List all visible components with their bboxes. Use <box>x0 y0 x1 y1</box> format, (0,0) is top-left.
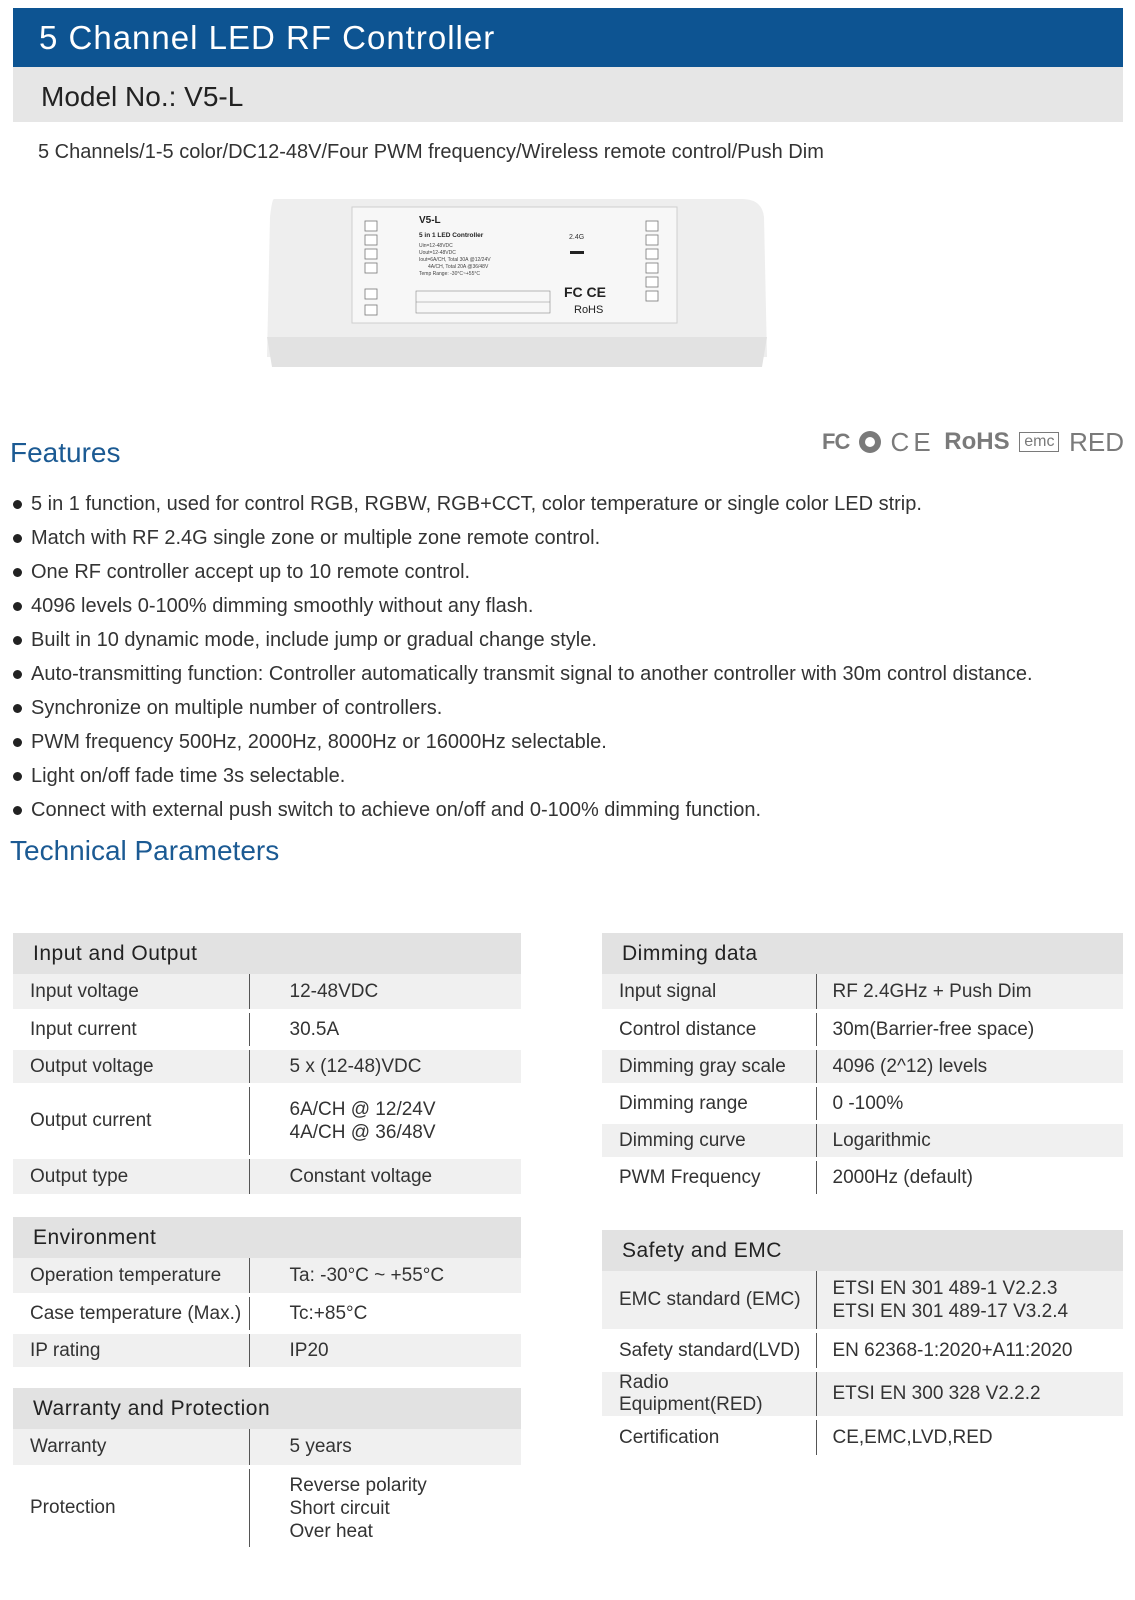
table-row: Input signal RF 2.4GHz + Push Dim <box>602 974 1123 1011</box>
bullet-icon <box>13 738 22 747</box>
table-row: Protection Reverse polarity Short circuit Over heat <box>13 1467 521 1549</box>
fcc-mark: FC <box>822 429 850 454</box>
table-row: IP rating IP20 <box>13 1332 521 1369</box>
rohs-mark: RoHS <box>944 428 1010 455</box>
features-list <box>10 487 1110 827</box>
bullet-icon <box>13 636 22 645</box>
bullet-icon <box>13 806 22 815</box>
table-row: Certification CE,EMC,LVD,RED <box>602 1418 1123 1457</box>
label-model: V5-L <box>419 215 441 226</box>
feature-item: 5 in 1 function, used for control RGB, RGBW, RGB+CCT, color temperature or single color LED strip. <box>10 487 1110 521</box>
bullet-icon <box>13 534 22 543</box>
table-row: Safety standard(LVD) EN 62368-1:2020+A11:2020 <box>602 1331 1123 1370</box>
ce-mark: CE <box>890 426 935 457</box>
certification-marks <box>822 425 1124 459</box>
table-row: Case temperature (Max.) Tc:+85°C <box>13 1295 521 1332</box>
warranty-table <box>13 1388 521 1551</box>
input-output-title: Input and Output <box>13 933 521 974</box>
input-output-table <box>13 933 521 1198</box>
table-row: Control distance 30m(Barrier-free space) <box>602 1011 1123 1048</box>
table-row: Input current 30.5A <box>13 1011 521 1048</box>
label-spec-2: Uout=12-48VDC <box>419 250 456 256</box>
ul-mark-icon <box>859 431 881 453</box>
bullet-icon <box>13 704 22 713</box>
dimming-title: Dimming data <box>602 933 1123 974</box>
bullet-icon <box>13 772 22 781</box>
technical-parameters-title: Technical Parameters <box>10 835 280 866</box>
table-row: EMC standard (EMC) ETSI EN 301 489-1 V2.2.3 ETSI EN 301 489-17 V3.2.4 <box>602 1271 1123 1331</box>
bullet-icon <box>13 670 22 679</box>
model-number: Model No.: V5-L <box>13 67 1123 122</box>
table-row: Radio Equipment(RED) ETSI EN 300 328 V2.2.2 <box>602 1370 1123 1418</box>
table-row: Output type Constant voltage <box>13 1157 521 1196</box>
warranty-title: Warranty and Protection <box>13 1388 521 1429</box>
table-row: Dimming range 0 -100% <box>602 1085 1123 1122</box>
document-title: 5 Channel LED RF Controller <box>13 8 1123 67</box>
safety-emc-title: Safety and EMC <box>602 1230 1123 1271</box>
feature-item: Light on/off fade time 3s selectable. <box>10 759 1110 793</box>
product-image <box>262 197 790 377</box>
bullet-icon <box>13 500 22 509</box>
table-row: Output voltage 5 x (12-48)VDC <box>13 1048 521 1085</box>
table-row: Output current 6A/CH @ 12/24V 4A/CH @ 36/48V <box>13 1085 521 1157</box>
bullet-icon <box>13 568 22 577</box>
table-row: Operation temperature Ta: -30°C ~ +55°C <box>13 1258 521 1295</box>
feature-item: Match with RF 2.4G single zone or multiple zone remote control. <box>10 521 1110 555</box>
feature-item: Synchronize on multiple number of controllers. <box>10 691 1110 725</box>
label-rf: 2.4G <box>569 234 585 241</box>
red-mark: RED <box>1069 426 1124 457</box>
bullet-icon <box>13 602 22 611</box>
table-row: Dimming gray scale 4096 (2^12) levels <box>602 1048 1123 1085</box>
product-subtitle: 5 Channels/1-5 color/DC12-48V/Four PWM frequency/Wireless remote control/Push Dim <box>38 141 824 163</box>
environment-table <box>13 1217 521 1371</box>
label-spec-1: Uin=12-48VDC <box>419 243 453 249</box>
feature-item: PWM frequency 500Hz, 2000Hz, 8000Hz or 16000Hz selectable. <box>10 725 1110 759</box>
label-cert: FC CE <box>564 284 606 300</box>
feature-item: 4096 levels 0-100% dimming smoothly without any flash. <box>10 589 1110 623</box>
label-name: 5 in 1 LED Controller <box>419 232 484 239</box>
feature-item: One RF controller accept up to 10 remote control. <box>10 555 1110 589</box>
label-spec-5: Temp Range: -30°C~+55°C <box>419 271 480 277</box>
table-row: Dimming curve Logarithmic <box>602 1122 1123 1159</box>
dimming-table <box>602 933 1123 1198</box>
label-rohs: RoHS <box>574 304 604 316</box>
table-row: Warranty 5 years <box>13 1429 521 1467</box>
feature-item: Built in 10 dynamic mode, include jump or gradual change style. <box>10 623 1110 657</box>
table-row: Input voltage 12-48VDC <box>13 974 521 1011</box>
feature-item: Connect with external push switch to achieve on/off and 0-100% dimming function. <box>10 793 1110 827</box>
safety-emc-table <box>602 1230 1123 1459</box>
emc-mark: emc <box>1019 432 1059 452</box>
label-spec-3: Iout=6A/CH, Total 30A @12/24V <box>419 257 491 263</box>
environment-title: Environment <box>13 1217 521 1258</box>
table-row: PWM Frequency 2000Hz (default) <box>602 1159 1123 1196</box>
label-spec-4: 4A/CH, Total 20A @36/48V <box>428 264 489 270</box>
features-title: Features <box>10 437 121 468</box>
feature-item: Auto-transmitting function: Controller automatically transmit signal to another controller with 30m control distance. <box>10 657 1110 691</box>
